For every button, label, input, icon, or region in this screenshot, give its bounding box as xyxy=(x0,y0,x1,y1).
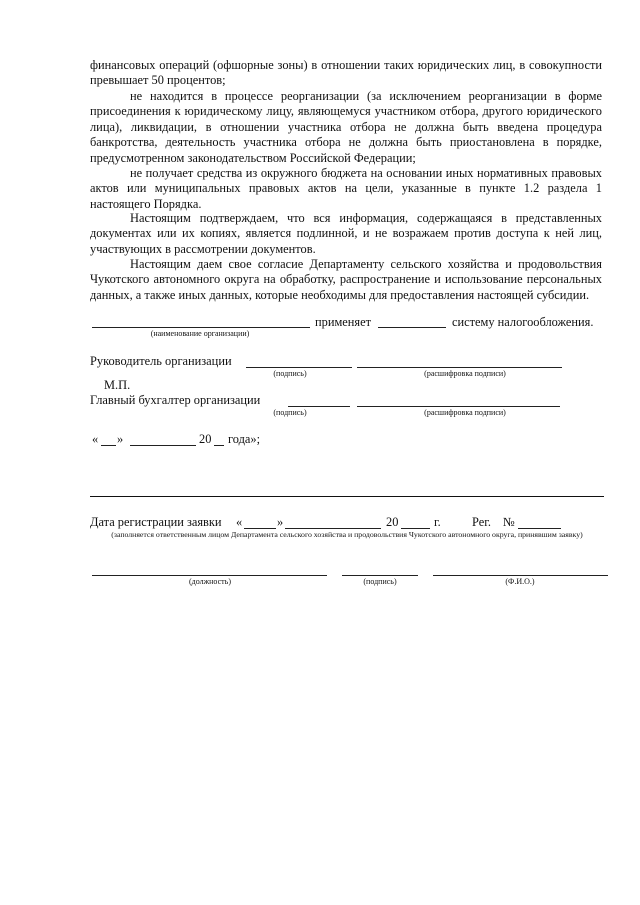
date-year-suffix: года»; xyxy=(228,432,261,446)
registration-year-prefix: 20 xyxy=(386,515,399,529)
accountant-signature-line xyxy=(288,406,350,407)
accountant-decode-line xyxy=(357,406,560,407)
registration-month-blank xyxy=(285,528,381,529)
registration-year-blank xyxy=(401,528,430,529)
paragraph-confirmation: Настоящим подтверждаем, что вся информация, содержащаяся в представленных документах или их копиях, является подлинной, и не возражаем против доступа к ней лиц, участвующих в рассмотрении документов. xyxy=(90,211,602,256)
stamp-label: М.П. xyxy=(104,378,131,392)
registration-day-blank xyxy=(244,528,276,529)
date-month-blank xyxy=(130,445,196,446)
tax-system-text: систему налогообложения. xyxy=(452,315,594,329)
section-divider xyxy=(90,496,604,497)
head-decode-caption: (расшифровка подписи) xyxy=(424,369,506,378)
paragraph-offshore: финансовых операций (офшорные зоны) в отношении таких юридических лиц, в совокупности превышает 50 процентов; xyxy=(90,58,602,88)
accountant-signature-caption: (подпись) xyxy=(273,408,307,417)
organization-name-line xyxy=(92,327,310,328)
date-year-blank xyxy=(214,445,224,446)
date-day-blank xyxy=(101,445,116,446)
registration-year-suffix: г. xyxy=(434,515,441,529)
registration-number-sign: № xyxy=(503,515,515,529)
position-line xyxy=(92,575,327,576)
registration-note: (заполняется ответственным лицом Департамента сельского хозяйства и продовольствия Чукотского автономного округа, принявшим заявку) xyxy=(111,530,583,539)
accountant-decode-caption: (расшифровка подписи) xyxy=(424,408,506,417)
date-close-quote: » xyxy=(117,432,124,446)
date-year-prefix: 20 xyxy=(199,432,212,446)
registration-close-quote: » xyxy=(277,515,284,529)
position-caption: (должность) xyxy=(189,577,231,586)
registration-label: Дата регистрации заявки xyxy=(90,515,222,529)
head-signature-line xyxy=(246,367,352,368)
registration-number-blank xyxy=(518,528,561,529)
paragraph-consent: Настоящим даем свое согласие Департаменту сельского хозяйства и продовольствия Чукотского автономного округа на обработку, распространение и использование персональных данных, а также иных данных, которые необходимы для предоставления настоящей субсидии. xyxy=(90,257,602,302)
footer-signature-line xyxy=(342,575,418,576)
full-name-caption: (Ф.И.О.) xyxy=(505,577,535,586)
head-decode-line xyxy=(357,367,562,368)
organization-name-caption: (наименование организации) xyxy=(150,329,250,338)
head-label: Руководитель организации xyxy=(90,354,232,368)
tax-system-blank xyxy=(378,327,446,328)
date-open-quote: « xyxy=(92,432,99,446)
applies-text: применяет xyxy=(315,315,372,329)
registration-number-label: Рег. xyxy=(472,515,492,529)
full-name-line xyxy=(433,575,608,576)
head-signature-caption: (подпись) xyxy=(273,369,307,378)
accountant-label: Главный бухгалтер организации xyxy=(90,393,261,407)
paragraph-reorganization: не находится в процессе реорганизации (за исключением реорганизации в форме присоединения к юридическому лицу, являющемуся участником отбора, другого юридического лица), ликвидации, в отношении участника отбора не должна быть введена процедура банкротства, деятельность участника отбора не должна быть приостановлена в порядке, предусмотренном законодательством Российской Федерации; xyxy=(90,89,602,165)
paragraph-budget-funds: не получает средства из окружного бюджета на основании иных нормативных правовых актов или муниципальных правовых актов на цели, указанные в пункте 1.2 раздела 1 настоящего Порядка. xyxy=(90,166,602,211)
footer-signature-caption: (подпись) xyxy=(363,577,397,586)
registration-open-quote: « xyxy=(236,515,243,529)
